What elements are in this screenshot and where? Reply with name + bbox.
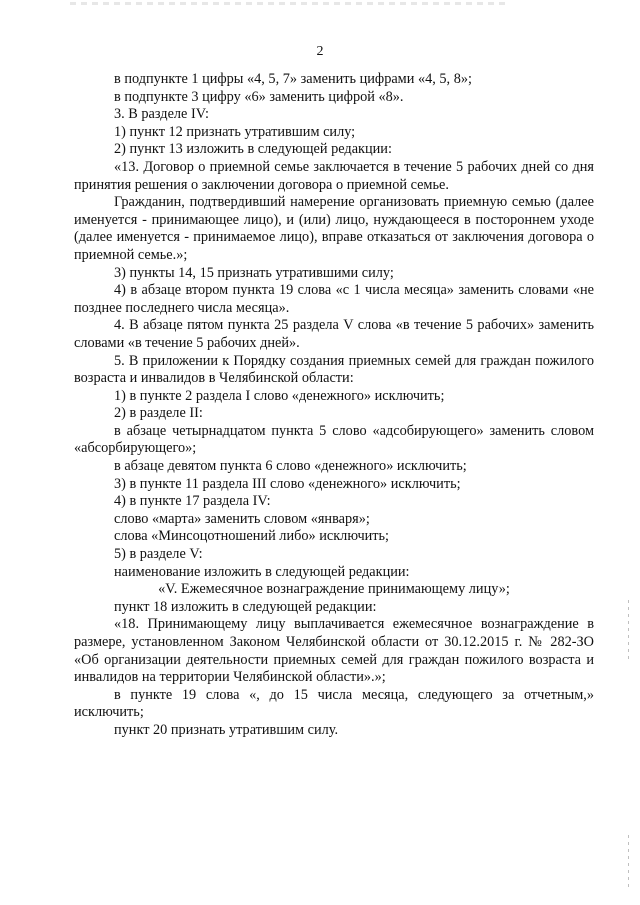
section-heading: 3. В разделе IV: bbox=[114, 106, 209, 123]
paragraph: 3) пункты 14, 15 признать утратившими силу; bbox=[114, 264, 394, 281]
paragraph: слово «марта» заменить словом «января»; bbox=[114, 510, 370, 527]
paragraph: Гражданин, подтвердивший намерение организовать приемную семью (далее именуется - принимающее лицо), и (или) лицо, нуждающееся в постороннем уходе (далее именуется - принимаемое лицо), вправе отказаться от заключения договора о приемной семье.»; bbox=[74, 194, 594, 263]
scan-artifact-edge bbox=[628, 600, 629, 660]
paragraph: 5) в разделе V: bbox=[114, 546, 203, 563]
section-heading: 4. В абзаце пятом пункта 25 раздела V слова «в течение 5 рабочих» заменить словами «в течение 5 рабочих дней». bbox=[74, 317, 594, 351]
paragraph: в абзаце четырнадцатом пункта 5 слово «адсобирующего» заменить словом «абсорбирующего»; bbox=[74, 422, 594, 457]
scan-artifact-top bbox=[70, 2, 510, 5]
document-body bbox=[74, 71, 594, 740]
section-heading: 5. В приложении к Порядку создания приемных семей для граждан пожилого возраста и инвалидов в Челябинской области: bbox=[74, 352, 594, 387]
paragraph: слова «Минсоцотношений либо» исключить; bbox=[114, 528, 390, 545]
paragraph: наименование изложить в следующей редакции: bbox=[114, 563, 410, 580]
paragraph: 4) в абзаце втором пункта 19 слова «с 1 числа месяца» заменить словами «не позднее последнего числа месяца». bbox=[74, 282, 594, 316]
paragraph: в пункте 19 слова «, до 15 числа месяца, следующего за отчетным,» исключить; bbox=[74, 686, 594, 721]
paragraph: 2) пункт 13 изложить в следующей редакции: bbox=[114, 141, 392, 158]
paragraph: 2) в разделе II: bbox=[114, 405, 203, 422]
page-number: 2 bbox=[316, 44, 324, 59]
paragraph: в абзаце девятом пункта 6 слово «денежного» исключить; bbox=[114, 458, 467, 475]
paragraph: в подпункте 3 цифру «6» заменить цифрой «8». bbox=[114, 88, 404, 105]
paragraph: пункт 18 изложить в следующей редакции: bbox=[114, 598, 377, 615]
paragraph: 1) в пункте 2 раздела I слово «денежного» исключить; bbox=[114, 387, 445, 404]
paragraph: «13. Договор о приемной семье заключается в течение 5 рабочих дней со дня принятия решения о заключении договора о приемной семье. bbox=[74, 158, 594, 193]
paragraph: 1) пункт 12 признать утратившим силу; bbox=[114, 123, 356, 140]
paragraph: пункт 20 признать утратившим силу. bbox=[114, 721, 339, 738]
paragraph: 4) в пункте 17 раздела IV: bbox=[114, 493, 271, 510]
quoted-section-title: «V. Ежемесячное вознаграждение принимающему лицу»; bbox=[158, 581, 510, 598]
paragraph: 3) в пункте 11 раздела III слово «денежного» исключить; bbox=[114, 475, 461, 492]
scan-artifact-edge bbox=[628, 835, 629, 890]
paragraph: в подпункте 1 цифры «4, 5, 7» заменить цифрами «4, 5, 8»; bbox=[114, 71, 472, 87]
paragraph: «18. Принимающему лицу выплачивается ежемесячное вознаграждение в размере, установленном Законом Челябинской области от 30.12.2015 г. № 282-ЗО «Об организации деятельности приемных семей для граждан пожилого возраста и инвалидов на территории Челябинской области».»; bbox=[74, 616, 594, 686]
